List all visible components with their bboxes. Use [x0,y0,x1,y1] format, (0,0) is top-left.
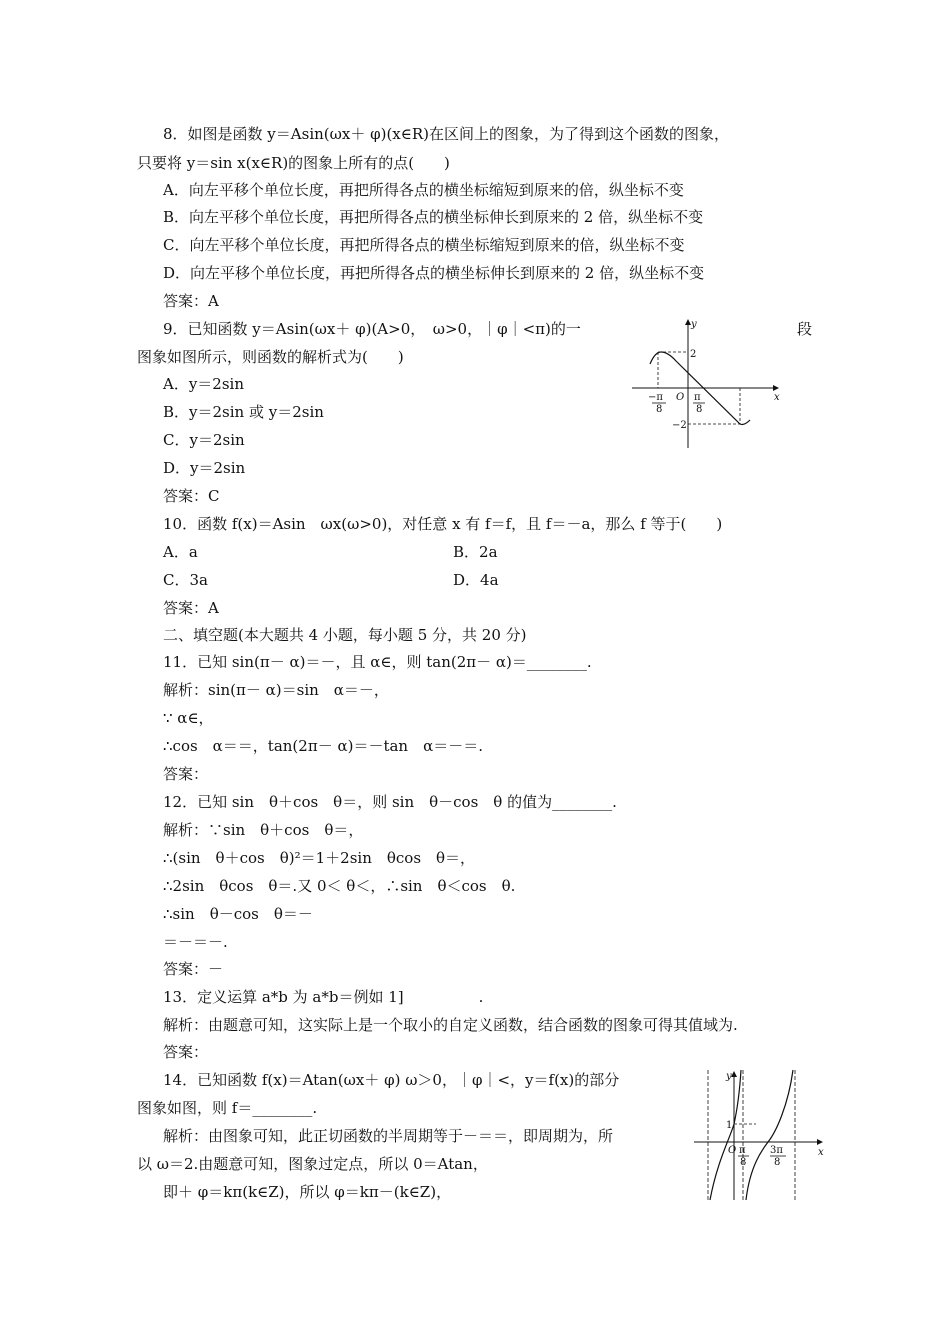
q8-answer: 答案：A [163,292,219,310]
q10-option-b: B．2a [453,543,498,561]
q14-x-label: x [818,1147,824,1158]
q9-x-label: x [774,392,780,403]
q9-option-c: C．y＝2sin [163,431,245,449]
q9-neg-pi-denominator: 8 [656,404,663,415]
q12-solution-line2: ∴(sin θ＋cos θ)²＝1＋2sin θcos θ＝， [163,849,476,867]
q11-solution-line3: ∴cos α＝＝，tan(2π－ α)＝－tan α＝－＝. [163,737,483,755]
q11-stem: 11．已知 sin(π－ α)＝－，且 α∈，则 tan(2π－ α)＝________. [163,653,592,671]
q11-solution-line2: ∵ α∈， [163,709,214,727]
q14-solution-line2: 以 ω＝2.由题意可知，图象过定点，所以 0＝Atan， [137,1155,488,1173]
q14-solution-line3: 即＋ φ＝kπ(k∈Z)，所以 φ＝kπ－(k∈Z)， [163,1183,452,1201]
q14-tangent-graph [690,1066,830,1204]
q8-stem-line2: 只要将 y＝sin x(x∈R)的图象上所有的点( ) [137,154,450,172]
q9-sine-graph [628,314,788,454]
q14-origin-label: O [728,1145,737,1156]
q14-stem-line2: 图象如图，则 f＝________. [137,1099,318,1117]
q9-answer: 答案：C [163,487,220,505]
q12-solution-line5: ＝－＝－. [163,933,228,951]
q9-pi-denominator: 8 [696,404,703,415]
q14-one-label: 1 [726,1120,733,1131]
q14-y-label: y [726,1071,732,1082]
q14-pi-denominator: 8 [740,1157,747,1168]
q8-option-d: D．向左平移个单位长度，再把所得各点的横坐标伸长到原来的 2 倍，纵坐标不变 [163,264,705,282]
q10-option-d: D．4a [453,571,499,589]
q11-solution-line1: 解析：sin(π－ α)＝sin α＝－， [163,681,389,699]
q9-y-label: y [691,319,697,330]
q14-stem-line1: 14．已知函数 f(x)＝Atan(ωx＋ φ) ω＞0，｜φ｜<，y＝f(x)的部分 [163,1071,620,1089]
q14-pi-label: π [739,1145,746,1156]
q8-option-a: A．向左平移个单位长度，再把所得各点的横坐标缩短到原来的倍，纵坐标不变 [163,181,684,199]
q13-solution-line1: 解析：由题意可知，这实际上是一个取小的自定义函数，结合函数的图象可得其值域为. [163,1016,738,1034]
q9-option-b: B．y＝2sin 或 y＝2sin [163,403,324,421]
q9-option-a: A．y＝2sin [163,375,245,393]
q12-solution-line1: 解析：∵sin θ＋cos θ＝， [163,821,364,839]
q9-neg-pi-label: −π [648,392,663,403]
q12-answer: 答案：－ [163,960,224,978]
q9-origin-label: O [676,392,685,403]
q13-answer: 答案： [163,1043,209,1061]
q12-solution-line4: ∴sin θ－cos θ＝－ [163,905,313,923]
q14-solution-line1: 解析：由图象可知，此正切函数的半周期等于－＝＝，即周期为，所 [163,1127,614,1145]
q14-tan-branch-2 [746,1070,793,1200]
q11-answer: 答案： [163,765,209,783]
q8-stem-line1: 8．如图是函数 y＝Asin(ωx＋ φ)(x∈R)在区间上的图象，为了得到这个函数的图象， [163,125,730,143]
q10-option-c: C．3a [163,571,208,589]
q9-stem-line1-tail: 段 [797,320,813,338]
q12-solution-line3: ∴2sin θcos θ＝.又 0＜ θ＜，∴sin θ＜cos θ. [163,877,516,895]
q8-option-b: B．向左平移个单位长度，再把所得各点的横坐标伸长到原来的 2 倍，纵坐标不变 [163,208,704,226]
q14-tan-branch-1 [710,1070,741,1200]
q9-ymin-label: −2 [672,420,687,431]
q9-option-d: D．y＝2sin [163,459,246,477]
q9-ymax-label: 2 [690,349,697,360]
q9-pi-label: π [694,392,701,403]
q13-stem: 13．定义运算 a*b 为 a*b＝例如 1] . [163,988,484,1006]
q14-3pi-label: 3π [770,1145,783,1156]
q10-stem: 10．函数 f(x)＝Asin ωx(ω>0)，对任意 x 有 f＝f，且 f＝－a，那么 f 等于( ) [163,515,723,533]
q14-3pi-denominator: 8 [774,1157,781,1168]
q12-stem: 12．已知 sin θ＋cos θ＝，则 sin θ－cos θ 的值为________. [163,793,617,811]
q9-stem-line2: 图象如图所示，则函数的解析式为( ) [137,348,404,366]
q10-answer: 答案：A [163,599,219,617]
q10-option-a: A．a [163,543,198,561]
q8-option-c: C．向左平移个单位长度，再把所得各点的横坐标缩短到原来的倍，纵坐标不变 [163,236,685,254]
q9-stem-line1: 9．已知函数 y＝Asin(ωx＋ φ)(A>0， ω>0，｜φ｜<π)的一 [163,320,581,338]
section2-heading: 二、填空题(本大题共 4 小题，每小题 5 分，共 20 分) [163,626,527,644]
